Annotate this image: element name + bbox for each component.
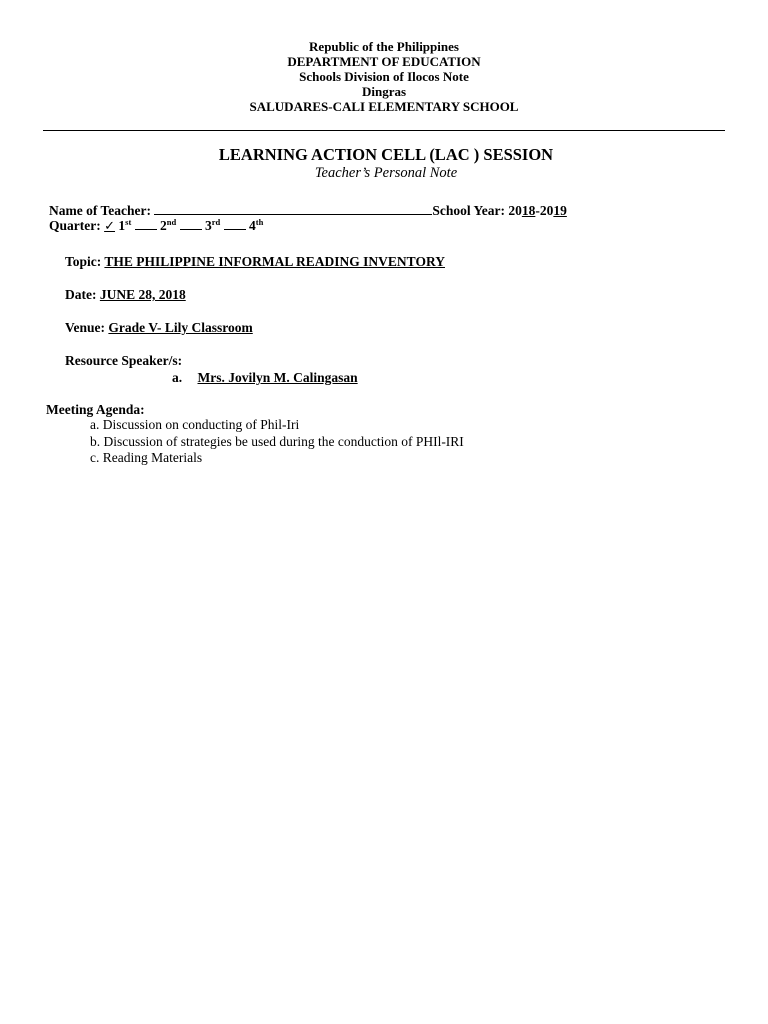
document-title: LEARNING ACTION CELL (LAC ) SESSION [218,145,554,164]
header-municipality: Dingras [361,84,407,99]
speaker-item [172,370,358,386]
school-year-dash: -20 [535,203,554,218]
header-school: SALUDARES-CALI ELEMENTARY SCHOOL [249,99,519,114]
agenda-item: a. Discussion on conducting of Phil-Iri [90,417,300,432]
teacher-name-blank [154,202,432,215]
quarter-label: Quarter: [49,218,101,233]
header-divider [43,130,725,131]
school-year-label: School Year: 20 [432,203,522,218]
topic-line [65,254,445,270]
quarter-2: 2nd [160,217,177,233]
venue-value: Grade V- Lily Classroom [108,320,253,335]
date-label: Date: [65,287,97,302]
quarter-3-blank [180,219,202,230]
topic-label: Topic: [65,254,102,269]
quarter-1: 1st [118,217,132,233]
header-republic: Republic of the Philippines [309,39,459,54]
teacher-label: Name of Teacher: [49,203,151,218]
venue-line [65,320,253,336]
date-value: JUNE 28, 2018 [99,287,186,302]
header-department: DEPARTMENT OF EDUCATION [287,54,481,69]
speakers-label: Resource Speaker/s: [65,353,183,368]
agenda-item: c. Reading Materials [90,450,203,465]
quarter-4: 4th [249,217,264,233]
agenda-item: b. Discussion of strategies be used during the conduction of PHIl-IRI [90,434,464,449]
quarter-2-blank [135,219,157,230]
quarter-line [49,218,263,234]
speaker-name: Mrs. Jovilyn M. Calingasan [197,370,358,385]
date-line [65,287,186,303]
venue-label: Venue: [65,320,106,335]
agenda-label: Meeting Agenda: [46,402,145,417]
quarter-3: 3rd [205,217,221,233]
header-division: Schools Division of Ilocos Note [299,69,469,84]
speaker-marker: a. [172,370,183,385]
document-subtitle: Teacher’s Personal Note [314,165,458,181]
topic-value: THE PHILIPPINE INFORMAL READING INVENTORY [104,254,445,269]
school-year-end: 19 [553,203,567,218]
school-year-start: 18 [521,203,536,218]
quarter-4-blank [224,219,246,230]
check-icon: ✓ [104,219,116,234]
